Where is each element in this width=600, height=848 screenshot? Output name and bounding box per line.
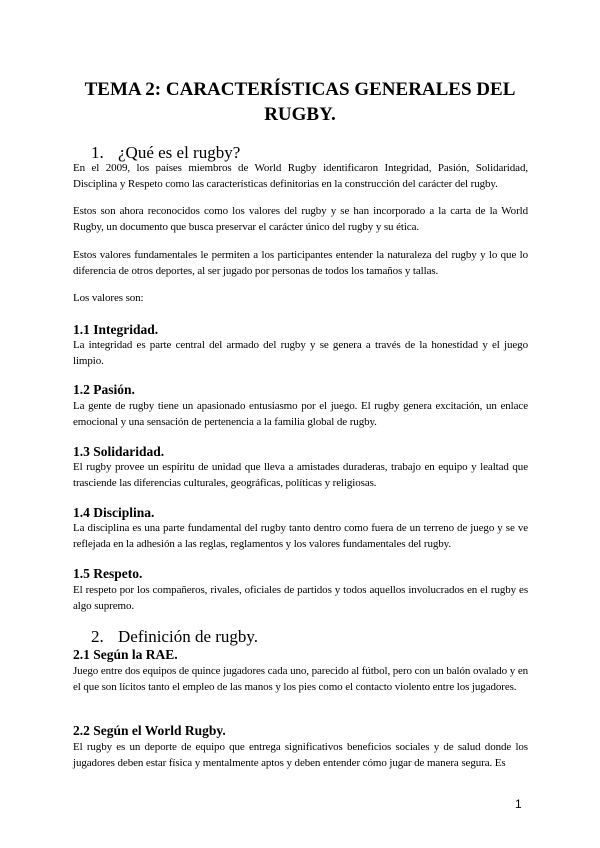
value-text-integridad: La integridad es parte central del armado del rugby y se genera a través de la honestidad y el juego limpio. [73,339,528,367]
section-number: 2. [91,627,104,646]
paragraph: En el 2009, los países miembros de World Rugby identificaron Integridad, Pasión, Solidaridad, Disciplina y Respeto como las características definitorias en la construcción del carácter del rugby. [73,162,528,190]
section-number: 1. [91,143,104,162]
section-heading-2 [91,627,258,647]
value-text-pasion: La gente de rugby tiene un apasionado entusiasmo por el juego. El rugby genera excitación, un enlace emocional y una sensación de pertenencia a la familia global de rugby. [73,400,528,428]
paragraph: Los valores son: [73,292,144,304]
section-heading-text: Definición de rugby. [118,627,259,646]
document-title: TEMA 2: CARACTERÍSTICAS GENERALES DEL RUGBY. [84,79,516,125]
value-heading-integridad: 1.1 Integridad. [73,322,159,337]
value-text-disciplina: La disciplina es una parte fundamental del rugby tanto dentro como fuera de un terreno de juego y se ve reflejada en la adhesión a las reglas, reglamentos y los valores fundamentales del rugby. [73,522,528,550]
subsection-heading-world-rugby: 2.2 Según el World Rugby. [73,723,226,738]
section-heading-1 [91,143,240,163]
section-heading-text: ¿Qué es el rugby? [118,143,241,162]
subsection-heading-rae: 2.1 Según la RAE. [73,647,178,662]
value-text-solidaridad: El rugby provee un espíritu de unidad que lleva a amistades duraderas, trabajo en equipo y lealtad que trasciende las diferencias culturales, geográficas, políticas y religiosas. [73,461,528,489]
value-text-respeto: El respeto por los compañeros, rivales, oficiales de partidos y todos aquellos involucrados en el rugby es algo supremo. [73,584,528,612]
value-heading-solidaridad: 1.3 Solidaridad. [73,444,165,459]
value-heading-disciplina: 1.4 Disciplina. [73,505,155,520]
page-number: 1 [515,797,522,811]
subsection-text-world-rugby: El rugby es un deporte de equipo que entrega significativos beneficios sociales y de salud donde los jugadores deben estar física y mentalmente aptos y deben entender cómo jugar de manera segura. Es [73,741,528,769]
value-heading-pasion: 1.2 Pasión. [73,382,135,397]
subsection-text-rae: Juego entre dos equipos de quince jugadores cada uno, parecido al fútbol, pero con un balón ovalado y en el que son lícitos tanto el empleo de las manos y los pies como el contacto violento entre los jugadores. [73,665,528,693]
paragraph: Estos valores fundamentales le permiten a los participantes entender la naturaleza del rugby y lo que lo diferencia de otros deportes, al ser jugado por personas de todos los tamaños y tallas. [73,249,528,277]
paragraph: Estos son ahora reconocidos como los valores del rugby y se han incorporado a la carta de la World Rugby, un documento que busca preservar el carácter único del rugby y su ética. [73,205,528,233]
value-heading-respeto: 1.5 Respeto. [73,566,143,581]
